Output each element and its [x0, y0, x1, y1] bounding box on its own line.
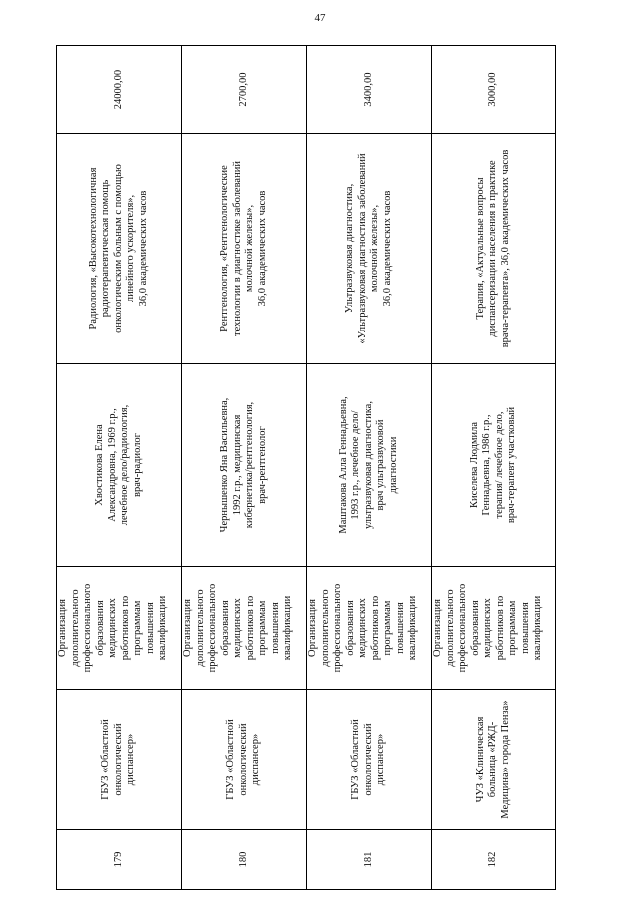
- row-number: 179: [56, 830, 181, 890]
- organization-cell: ГБУЗ «Областной онкологический диспансер»: [306, 690, 431, 830]
- program-cell: Рентгенология, «Рентгенологические технологии в диагностике заболеваний молочной железы», 36,0 академических часов: [181, 134, 306, 364]
- organization-cell: ГБУЗ «Областной онкологический диспансер»: [181, 690, 306, 830]
- training-type-text: Организация дополнительного профессионального образования медицинских работников по программам повышения квалификации: [307, 583, 418, 673]
- amount-cell: 2700,00: [181, 45, 306, 134]
- training-type-cell: [431, 567, 556, 690]
- amount-cell: 3400,00: [306, 45, 431, 134]
- training-type-cell: [56, 567, 181, 690]
- table-row: [181, 45, 306, 890]
- row-number: 182: [431, 830, 556, 890]
- program-cell: Ультразвуковая диагностика, «Ультразвуковая диагностика заболеваний молочной железы», 36,0 академических часов: [306, 134, 431, 364]
- program-cell: Радиология, «Высокотехнологичная радиотерапевтическая помощь онкологическим больным с помощью линейного ускорителя», 36,0 академических часов: [56, 134, 181, 364]
- program-cell: Терапия, «Актуальные вопросы диспансеризации населения в практике врача-терапевта», 36,0 академических часов: [431, 134, 556, 364]
- page-number: 47: [314, 12, 326, 24]
- table-row: [56, 45, 181, 890]
- training-type-text: Организация дополнительного профессионального образования медицинских работников по программам повышения квалификации: [182, 583, 293, 673]
- row-number: 181: [306, 830, 431, 890]
- training-type-text: Организация дополнительного профессионального образования медицинских работников по программам повышения квалификации: [57, 583, 168, 673]
- training-type-cell: [306, 567, 431, 690]
- employee-cell: Маштакова Алла Геннадьевна, 1993 г.р., лечебное дело/ ультразвуковая диагностика, врач ультразвуковой диагностики: [306, 364, 431, 567]
- row-number: 180: [181, 830, 306, 890]
- courses-table: [56, 45, 556, 890]
- training-type-text: Организация дополнительного профессионального образования медицинских работников по программам повышения квалификации: [432, 583, 543, 673]
- table-row: [306, 45, 431, 890]
- employee-cell: Чернышенко Яна Васильевна, 1992 г.р., медицинская кибернетика/рентгенология, врач-рентгенолог: [181, 364, 306, 567]
- amount-cell: 24000,00: [56, 45, 181, 134]
- employee-cell: Хвостикова Елена Александровна, 1969 г.р., лечебное дело/радиология, врач-радиолог: [56, 364, 181, 567]
- table-row: [431, 45, 556, 890]
- training-type-cell: [181, 567, 306, 690]
- amount-cell: 3000,00: [431, 45, 556, 134]
- organization-cell: ЧУЗ «Клиническая больница «РЖД- Медицина» города Пенза»: [431, 690, 556, 830]
- employee-cell: Киселева Людмила Геннадьевна, 1986 г.р., терапия/ лечебное дело, врач-терапевт участковый: [431, 364, 556, 567]
- organization-cell: ГБУЗ «Областной онкологический диспансер»: [56, 690, 181, 830]
